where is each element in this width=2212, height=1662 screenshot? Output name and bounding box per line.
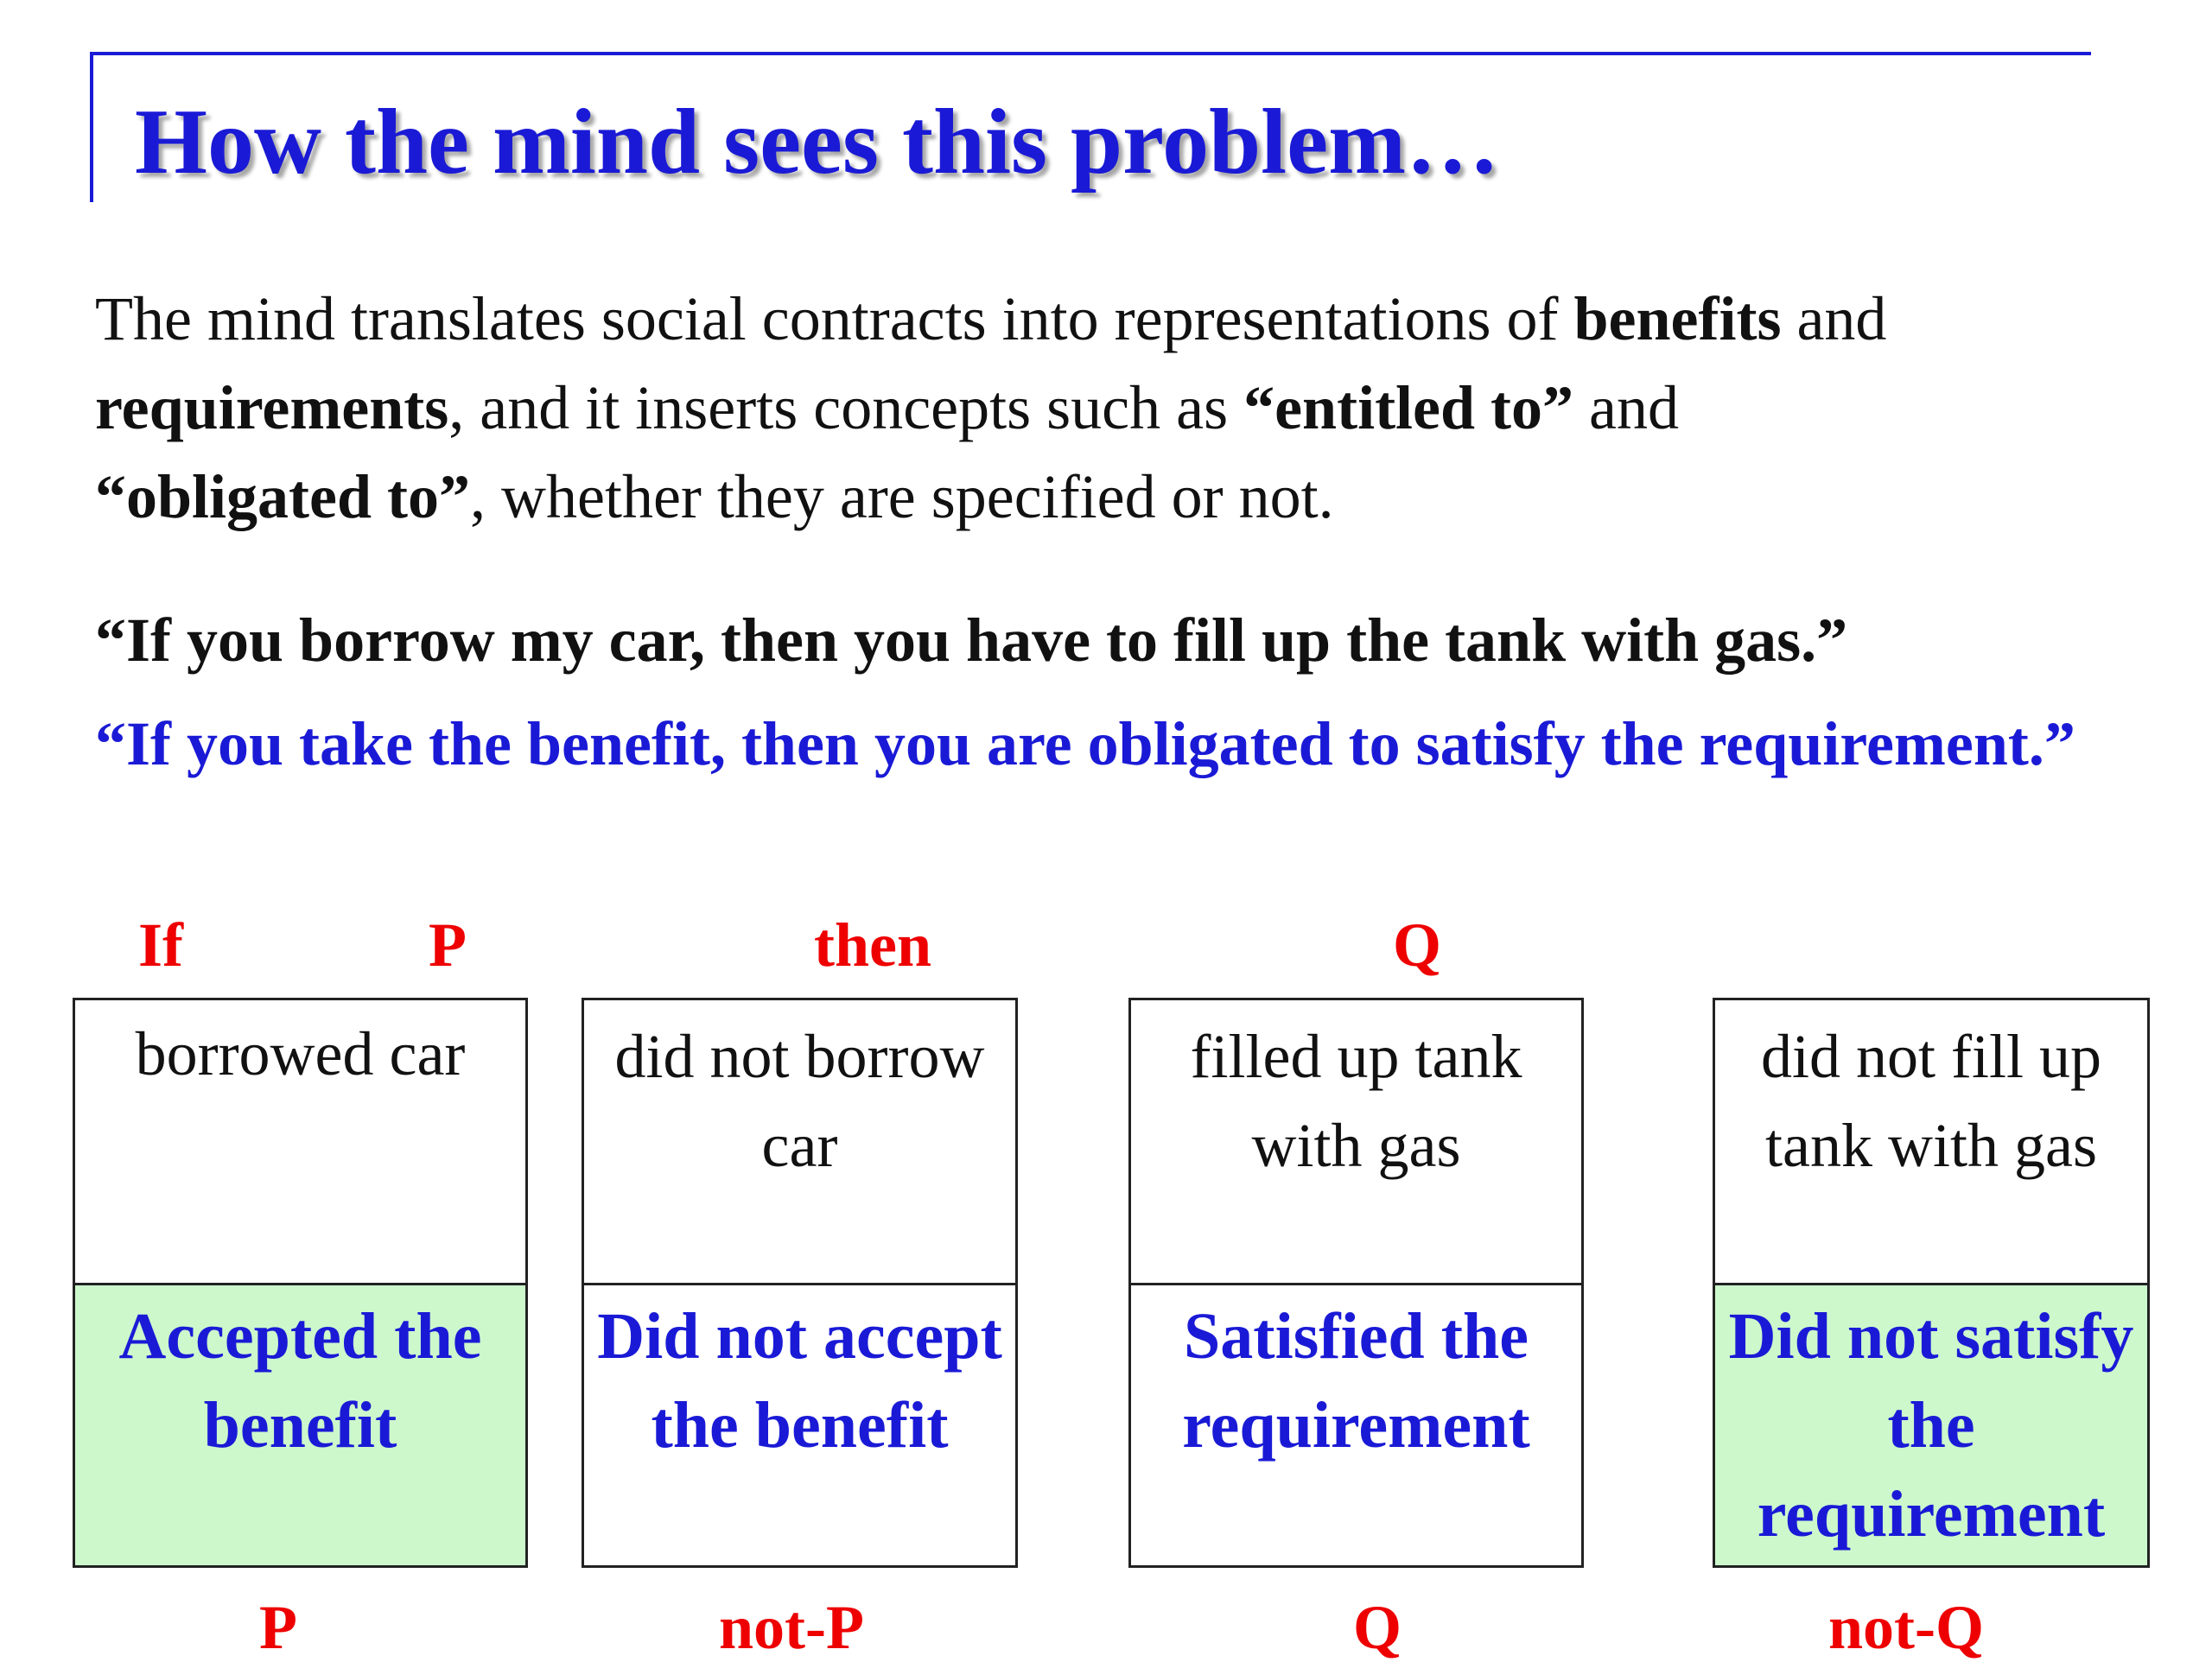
intro-requirements: requirements (95, 373, 449, 442)
abstract-rule: “If you take the benefit, then you are obligated to satisfy the requirement.” (95, 709, 2075, 778)
intro-text-3: , and it inserts concepts such as (448, 373, 1244, 442)
label-if: If (138, 910, 183, 980)
page-title: How the mind sees this problem… (135, 91, 1500, 193)
label-then: then (813, 910, 932, 980)
intro-obligated: “obligated to” (95, 462, 471, 531)
bottom-label-not-q: not-Q (1828, 1593, 1984, 1662)
label-p: P (429, 910, 467, 980)
example-rule: “If you borrow my car, then you have to fill up the tank with gas.” (95, 606, 1848, 675)
bottom-label-q: Q (1352, 1593, 1402, 1662)
card-top-text: did not fill up tank with gas (1715, 1000, 2147, 1285)
intro-text-4: and (1573, 373, 1679, 442)
title-rule-left (90, 52, 93, 202)
card-did-not-fill-tank[interactable] (1713, 998, 2150, 1568)
bottom-label-not-p: not-P (719, 1593, 864, 1662)
card-borrowed-car[interactable] (73, 998, 528, 1568)
bottom-label-p: P (259, 1593, 297, 1662)
label-q: Q (1392, 910, 1442, 980)
intro-paragraph (95, 275, 2203, 542)
intro-benefits: benefits (1573, 284, 1782, 353)
card-bottom-text: Satisfied the requirement (1182, 1300, 1530, 1462)
card-bottom-text: Did not accept the benefit (597, 1300, 1002, 1462)
card-top-text: did not borrow car (584, 1000, 1015, 1285)
card-did-not-borrow-car[interactable] (582, 998, 1018, 1568)
intro-text-5: , whether they are specified or not. (470, 462, 1334, 531)
card-bottom-text: Accepted the benefit (75, 1285, 525, 1565)
title-rule-top (90, 52, 2091, 55)
card-filled-up-tank[interactable] (1128, 998, 1584, 1568)
intro-text-2: and (1781, 284, 1887, 353)
intro-entitled: “entitled to” (1243, 373, 1574, 442)
intro-text-1: The mind translates social contracts into representations of (95, 284, 1574, 353)
card-top-text: borrowed car (75, 1000, 525, 1285)
card-top-text: filled up tank with gas (1131, 1000, 1581, 1285)
card-bottom-text: Did not satisfy the requirement (1715, 1285, 2147, 1565)
